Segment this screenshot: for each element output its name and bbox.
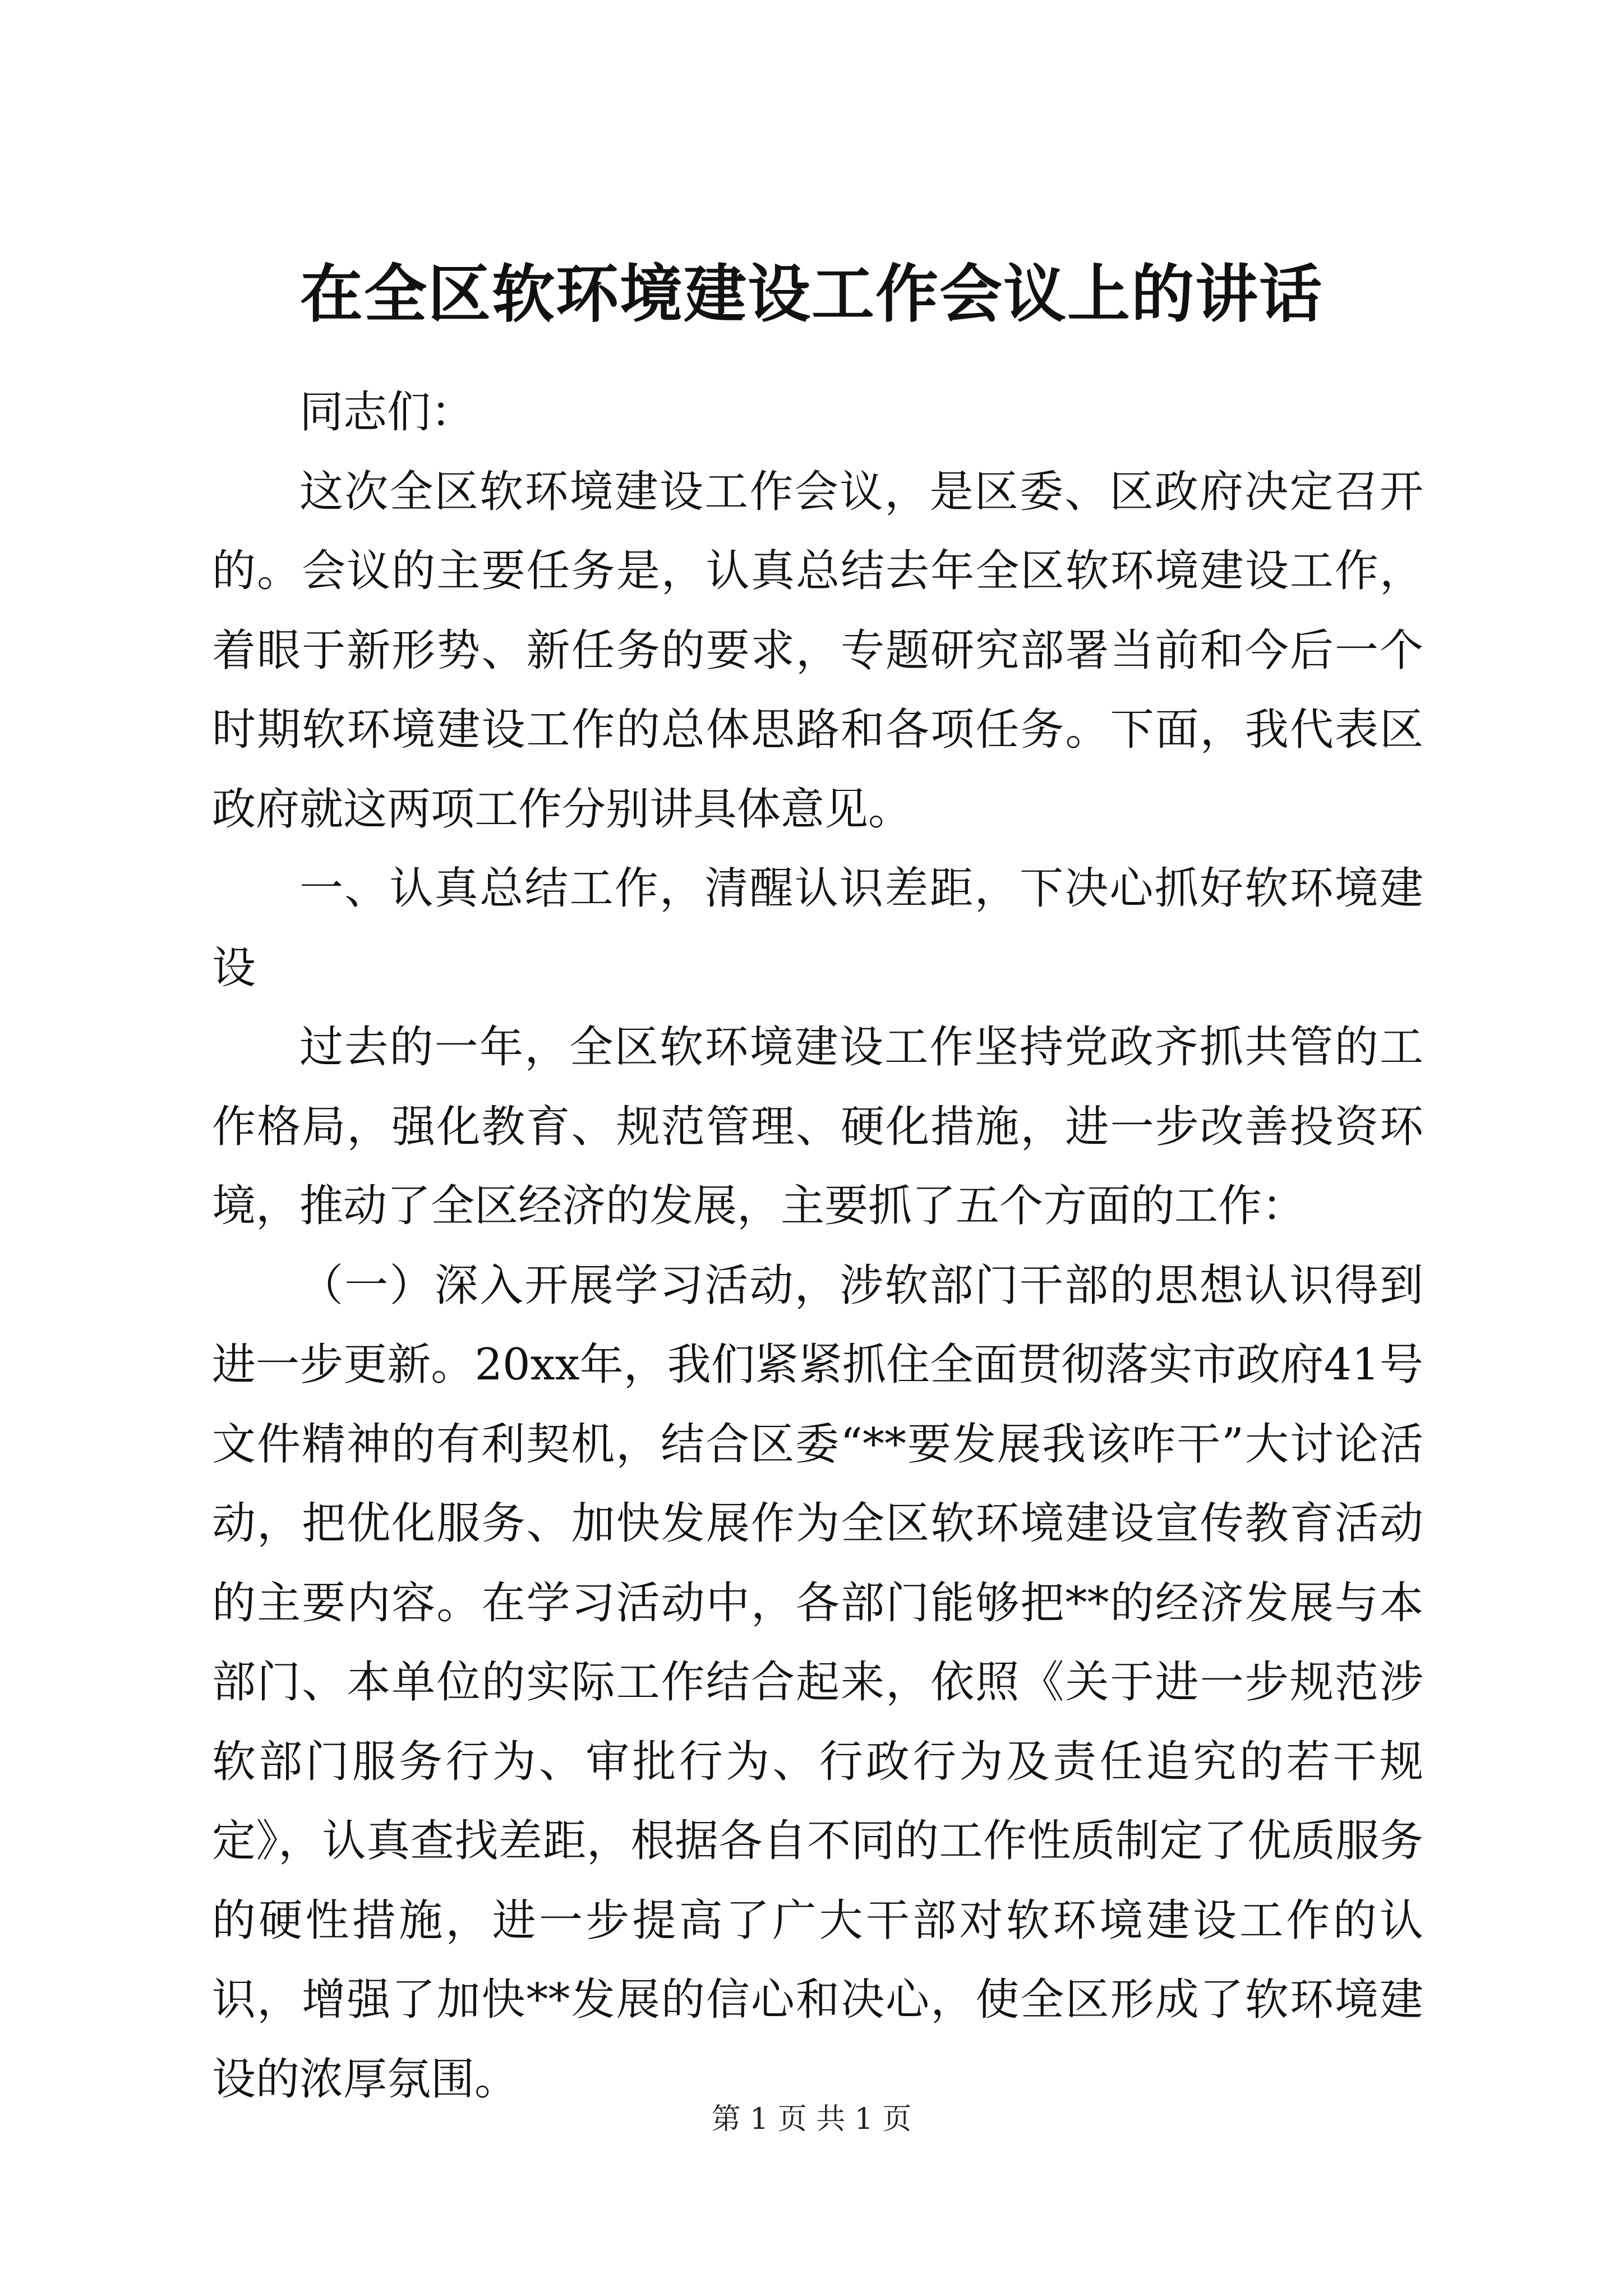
intro-paragraph: 这次全区软环境建设工作会议，是区委、区政府决定召开的。会议的主要任务是，认真总结去年全区软环境建设工作，着眼于新形势、新任务的要求，专题研究部署当前和今后一个时期软环境建设工作的总体思路和各项任务。下面，我代表区政府就这两项工作分别讲具体意见。: [212, 466, 1423, 835]
summary-paragraph: 过去的一年，全区软环境建设工作坚持党政齐抓共管的工作格局，强化教育、规范管理、硬化措施，进一步改善投资环境，推动了全区经济的发展，主要抓了五个方面的工作：: [212, 1022, 1423, 1231]
section-heading-paragraph: 一、认真总结工作，清醒认识差距，下决心抓好软环境建设: [212, 863, 1423, 993]
document-title: 在全区软环境建设工作会议上的讲话: [300, 257, 1323, 331]
salutation-paragraph: 同志们：: [299, 387, 475, 438]
document-body: [212, 373, 1423, 2119]
subsection-paragraph: （一）深入开展学习活动，涉软部门干部的思想认识得到进一步更新。20xx年，我们紧紧抓住全面贯彻落实市政府41号文件精神的有利契机，结合区委“**要发展我该咋干”大讨论活动，把优化服务、加快发展作为全区软环境建设宣传教育活动的主要内容。在学习活动中，各部门能够把**的经济发展与本部门、本单位的实际工作结合起来，依照《关于进一步规范涉软部门服务行为、审批行为、行政行为及责任追究的若干规定》，认真查找差距，根据各自不同的工作性质制定了优质服务的硬性措施，进一步提高了广大干部对软环境建设工作的认识，增强了加快**发展的信心和决心，使全区形成了软环境建设的浓厚氛围。: [212, 1260, 1423, 2105]
page-number-footer: 第 1 页 共 1 页: [711, 2102, 912, 2136]
